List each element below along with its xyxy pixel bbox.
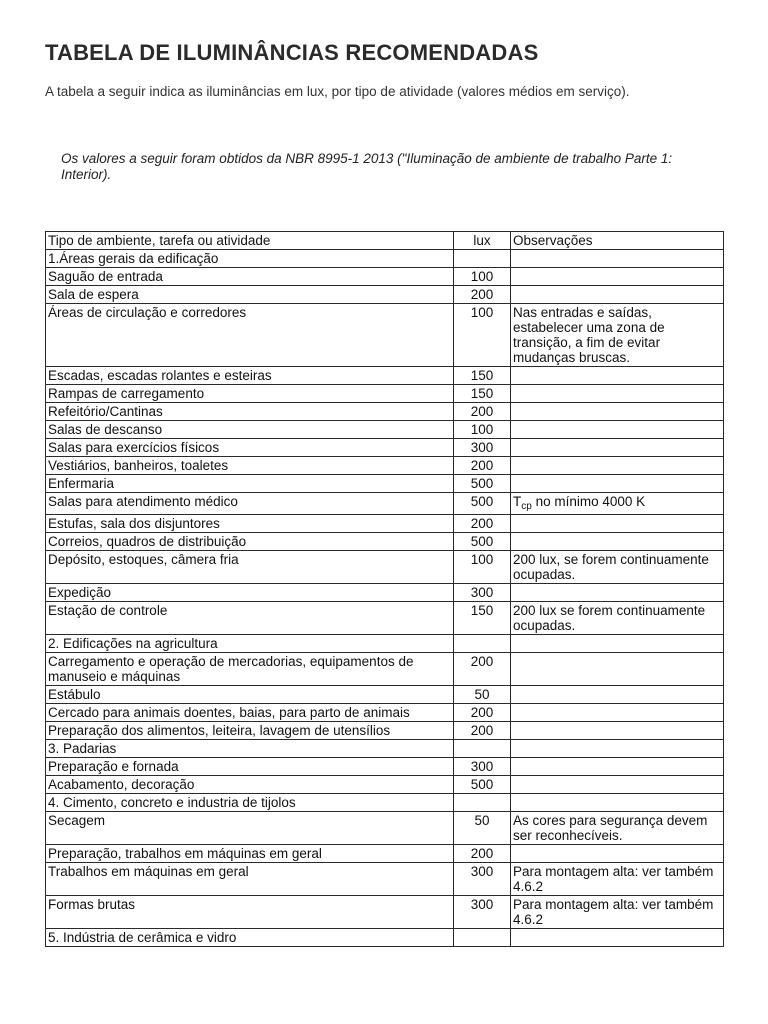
table-row (46, 845, 724, 863)
table-row (46, 367, 724, 385)
observation-cell (511, 515, 724, 533)
table-row (46, 385, 724, 403)
table-row (46, 758, 724, 776)
observation-cell (511, 584, 724, 602)
observation-cell (511, 286, 724, 304)
activity-cell: Correios, quadros de distribuição (46, 533, 454, 551)
table-row (46, 533, 724, 551)
lux-cell: 100 (454, 268, 511, 286)
table-row (46, 863, 724, 896)
lux-cell: 200 (454, 457, 511, 475)
lux-cell: 50 (454, 686, 511, 704)
observation-cell (511, 776, 724, 794)
table-row (46, 403, 724, 421)
activity-cell: Carregamento e operação de mercadorias, equipamentos de manuseio e máquinas (46, 653, 454, 686)
activity-cell: Expedição (46, 584, 454, 602)
observation-cell (511, 758, 724, 776)
table-row (46, 635, 724, 653)
intro-text: A tabela a seguir indica as iluminâncias em lux, por tipo de atividade (valores médios em serviço). (45, 84, 630, 99)
table-row (46, 475, 724, 493)
activity-cell: 5. Indústria de cerâmica e vidro (46, 929, 454, 947)
table-header-row (46, 232, 724, 250)
illuminance-table (45, 231, 724, 947)
observation-cell: Para montagem alta: ver também 4.6.2 (511, 863, 724, 896)
activity-cell: 4. Cimento, concreto e industria de tijolos (46, 794, 454, 812)
table-row (46, 896, 724, 929)
header-lux: lux (454, 232, 511, 250)
lux-cell (454, 635, 511, 653)
observation-cell (511, 722, 724, 740)
obs-symbol: T (513, 494, 522, 509)
activity-cell: Preparação dos alimentos, leiteira, lavagem de utensílios (46, 722, 454, 740)
observation-cell (511, 845, 724, 863)
observation-cell: Nas entradas e saídas, estabelecer uma zona de transição, a fim de evitar mudanças bruscas. (511, 304, 724, 367)
table-row (46, 722, 724, 740)
activity-cell: Trabalhos em máquinas em geral (46, 863, 454, 896)
table-row (46, 304, 724, 367)
table-row (46, 439, 724, 457)
activity-cell: Secagem (46, 812, 454, 845)
lux-cell: 150 (454, 385, 511, 403)
table-row (46, 286, 724, 304)
lux-cell: 200 (454, 722, 511, 740)
obs-text: no mínimo 4000 K (531, 494, 646, 509)
table-row (46, 250, 724, 268)
lux-cell: 100 (454, 551, 511, 584)
activity-cell: Sala de espera (46, 286, 454, 304)
table-row (46, 602, 724, 635)
observation-cell (511, 268, 724, 286)
header-observations: Observações (511, 232, 724, 250)
lux-cell: 200 (454, 403, 511, 421)
observation-cell: 200 lux, se forem continuamente ocupadas. (511, 551, 724, 584)
lux-cell: 200 (454, 515, 511, 533)
activity-cell: Refeitório/Cantinas (46, 403, 454, 421)
table-row (46, 493, 724, 515)
activity-cell: Depósito, estoques, câmera fria (46, 551, 454, 584)
table-row (46, 515, 724, 533)
activity-cell: Acabamento, decoração (46, 776, 454, 794)
lux-cell: 300 (454, 439, 511, 457)
observation-cell (511, 457, 724, 475)
table-body (46, 250, 724, 947)
table-row (46, 653, 724, 686)
lux-cell (454, 929, 511, 947)
observation-cell (511, 385, 724, 403)
activity-cell: Salas de descanso (46, 421, 454, 439)
lux-cell: 300 (454, 896, 511, 929)
table-row (46, 268, 724, 286)
observation-cell (511, 740, 724, 758)
activity-cell: Salas para atendimento médico (46, 493, 454, 515)
activity-cell: 1.Áreas gerais da edificação (46, 250, 454, 268)
table-row (46, 794, 724, 812)
lux-cell (454, 794, 511, 812)
observation-cell (511, 439, 724, 457)
observation-cell (511, 493, 724, 515)
observation-cell (511, 250, 724, 268)
lux-cell: 300 (454, 584, 511, 602)
observation-cell (511, 929, 724, 947)
lux-cell: 500 (454, 493, 511, 515)
lux-cell: 200 (454, 845, 511, 863)
lux-cell: 500 (454, 475, 511, 493)
lux-cell: 500 (454, 533, 511, 551)
obs-subscript: cp (521, 501, 532, 512)
observation-cell (511, 403, 724, 421)
activity-cell: Preparação, trabalhos em máquinas em geral (46, 845, 454, 863)
observation-cell (511, 475, 724, 493)
observation-cell: Para montagem alta: ver também 4.6.2 (511, 896, 724, 929)
lux-cell: 150 (454, 602, 511, 635)
activity-cell: Escadas, escadas rolantes e esteiras (46, 367, 454, 385)
activity-cell: Vestiários, banheiros, toaletes (46, 457, 454, 475)
observation-cell (511, 794, 724, 812)
lux-cell: 150 (454, 367, 511, 385)
lux-cell: 100 (454, 421, 511, 439)
activity-cell: Salas para exercícios físicos (46, 439, 454, 457)
lux-cell: 100 (454, 304, 511, 367)
table-row (46, 776, 724, 794)
lux-cell: 200 (454, 286, 511, 304)
table-row (46, 457, 724, 475)
source-note: Os valores a seguir foram obtidos da NBR 8995-1 2013 ("Iluminação de ambiente de trabalho Parte 1: Interior). (61, 151, 673, 182)
observation-cell: 200 lux se forem continuamente ocupadas. (511, 602, 724, 635)
activity-cell: Formas brutas (46, 896, 454, 929)
table-row (46, 686, 724, 704)
activity-cell: Rampas de carregamento (46, 385, 454, 403)
page-title: TABELA DE ILUMINÂNCIAS RECOMENDADAS (45, 40, 539, 65)
activity-cell: 3. Padarias (46, 740, 454, 758)
activity-cell: Enfermaria (46, 475, 454, 493)
lux-cell (454, 250, 511, 268)
lux-cell: 300 (454, 758, 511, 776)
activity-cell: Cercado para animais doentes, baias, para parto de animais (46, 704, 454, 722)
observation-cell (511, 635, 724, 653)
lux-cell: 200 (454, 704, 511, 722)
lux-cell: 50 (454, 812, 511, 845)
lux-cell: 200 (454, 653, 511, 686)
observation-cell (511, 704, 724, 722)
observation-cell: As cores para segurança devem ser reconhecíveis. (511, 812, 724, 845)
observation-cell (511, 367, 724, 385)
activity-cell: Estábulo (46, 686, 454, 704)
observation-cell (511, 653, 724, 686)
table-row (46, 704, 724, 722)
header-activity: Tipo de ambiente, tarefa ou atividade (46, 232, 454, 250)
activity-cell: Preparação e fornada (46, 758, 454, 776)
table-row (46, 812, 724, 845)
lux-cell: 500 (454, 776, 511, 794)
activity-cell: 2. Edificações na agricultura (46, 635, 454, 653)
table-row (46, 929, 724, 947)
activity-cell: Saguão de entrada (46, 268, 454, 286)
observation-cell (511, 421, 724, 439)
observation-cell (511, 686, 724, 704)
table-row (46, 740, 724, 758)
lux-cell (454, 740, 511, 758)
table-row (46, 551, 724, 584)
activity-cell: Áreas de circulação e corredores (46, 304, 454, 367)
activity-cell: Estação de controle (46, 602, 454, 635)
observation-cell (511, 533, 724, 551)
activity-cell: Estufas, sala dos disjuntores (46, 515, 454, 533)
table-row (46, 421, 724, 439)
lux-cell: 300 (454, 863, 511, 896)
table-row (46, 584, 724, 602)
